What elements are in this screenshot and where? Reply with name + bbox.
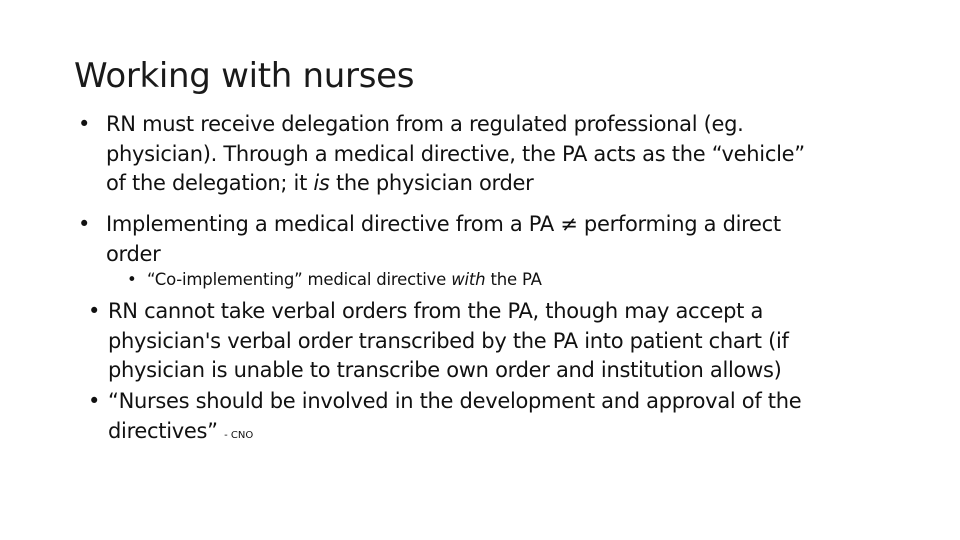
bullet-marker: •	[88, 299, 101, 323]
slide-title: Working with nurses	[74, 56, 415, 96]
bullet-marker: •	[78, 112, 91, 136]
bullet-line: physician). Through a medical directive, the PA acts as the “vehicle”	[106, 141, 805, 166]
bullet-line: “Nurses should be involved in the development and approval of the	[108, 389, 802, 413]
bullet-text: the physician order	[329, 171, 534, 195]
bullet-line: physician is unable to transcribe own order and institution allows)	[108, 358, 782, 382]
bullet-text: of the delegation; it	[106, 171, 314, 195]
bullet-marker: •	[78, 212, 91, 236]
bullet-line: RN must receive delegation from a regulated professional (eg.	[106, 112, 744, 136]
bullet-line: physician's verbal order transcribed by the PA into patient chart (if	[108, 328, 789, 353]
emphasis-text: with	[451, 270, 486, 289]
bullet-verbal-orders	[88, 297, 898, 386]
bullet-line: Implementing a medical directive from a PA ≠ performing a direct	[106, 212, 781, 236]
bullet-marker: •	[127, 270, 137, 289]
source-attribution: - CNO	[224, 429, 254, 441]
bullet-delegation	[78, 110, 896, 199]
bullet-marker: •	[88, 389, 101, 413]
bullet-text: directives”	[108, 418, 218, 443]
bullet-text: the PA	[485, 270, 542, 289]
bullet-line	[106, 169, 896, 199]
bullet-line: RN cannot take verbal orders from the PA, though may accept a	[108, 299, 764, 323]
emphasis-text: is	[313, 171, 330, 195]
sub-bullet-co-implementing	[127, 268, 542, 292]
bullet-line	[108, 417, 898, 451]
bullet-implementing	[78, 210, 896, 269]
bullet-text: “Co-implementing” medical directive	[147, 270, 452, 289]
bullet-quote	[88, 387, 898, 450]
bullet-line: order	[106, 241, 161, 266]
